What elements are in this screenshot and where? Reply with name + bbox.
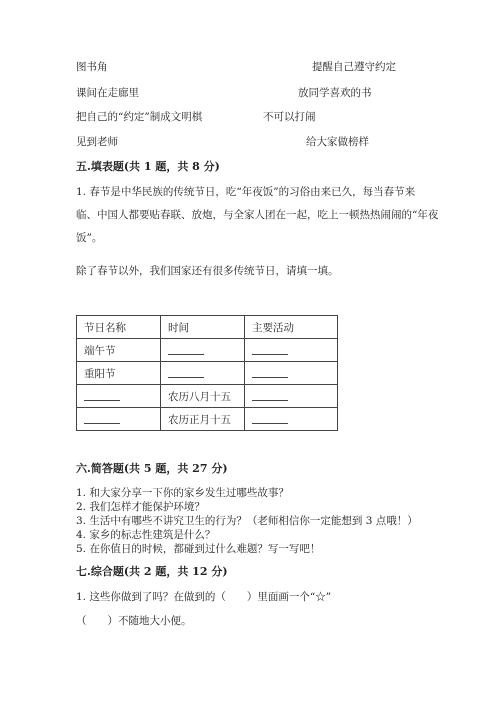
table-row bbox=[77, 408, 338, 431]
table-header-cell: 主要活动 bbox=[245, 316, 338, 339]
match-left-3: 把自己的“约定”制成文明棋 bbox=[76, 111, 203, 123]
section-5-q1-line1: 1. 春节是中华民族的传统节日，吃“年夜饭”的习俗由来已久，每当春节来 bbox=[76, 186, 416, 198]
fill-blank[interactable] bbox=[252, 346, 288, 355]
table-cell: 端午节 bbox=[77, 339, 161, 362]
fill-blank[interactable] bbox=[84, 392, 120, 401]
table-row bbox=[77, 385, 338, 408]
table-row bbox=[77, 339, 338, 362]
fill-blank[interactable] bbox=[252, 369, 288, 378]
section-6-question: 5. 在你值日的时候，都碰到过什么难题？写一写吧！ bbox=[76, 543, 321, 555]
section-6-question: 3. 生活中有哪些不讲究卫生的行为？（老师相信你一定能想到 3 点哦！） bbox=[76, 515, 418, 527]
table-header-cell: 节日名称 bbox=[77, 316, 161, 339]
section-7-q1: 1. 这些你做到了吗？在做到的（ ）里面画一个“☆” bbox=[76, 591, 332, 603]
table-cell bbox=[77, 385, 161, 408]
table-cell: 重阳节 bbox=[77, 362, 161, 385]
table-cell bbox=[245, 362, 338, 385]
section-5-heading: 五.填表题(共 1 题，共 8 分) bbox=[76, 160, 220, 173]
table-cell bbox=[161, 362, 245, 385]
fill-blank[interactable] bbox=[84, 415, 120, 424]
fill-blank[interactable] bbox=[252, 392, 288, 401]
table-cell bbox=[161, 339, 245, 362]
section-5-q1-line3: 饭”。 bbox=[76, 232, 103, 244]
match-right-1: 提醒自己遵守约定 bbox=[312, 61, 396, 73]
table-row bbox=[77, 362, 338, 385]
table-cell: 农历正月十五 bbox=[161, 408, 245, 431]
section-5-instruction: 除了春节以外，我们国家还有很多传统节日，请填一填。 bbox=[76, 265, 339, 277]
fill-blank[interactable] bbox=[168, 346, 204, 355]
match-left-4: 见到老师 bbox=[76, 136, 118, 148]
festival-table bbox=[76, 315, 338, 431]
match-left-1: 图书角 bbox=[76, 61, 108, 73]
section-6-question: 4. 家乡的标志性建筑是什么？ bbox=[76, 529, 216, 541]
section-6-heading: 六.简答题(共 5 题，共 27 分) bbox=[76, 462, 228, 475]
table-header-cell: 时间 bbox=[161, 316, 245, 339]
match-right-4: 给大家做榜样 bbox=[306, 136, 369, 148]
match-right-2: 放同学喜欢的书 bbox=[298, 87, 372, 99]
section-6-question: 2. 我们怎样才能保护环境？ bbox=[76, 501, 205, 513]
section-6-question: 1. 和大家分享一下你的家乡发生过哪些故事？ bbox=[76, 487, 289, 499]
section-7-heading: 七.综合题(共 2 题，共 12 分) bbox=[76, 565, 228, 578]
match-left-2: 课间在走廊里 bbox=[76, 87, 139, 99]
table-cell: 农历八月十五 bbox=[161, 385, 245, 408]
table-cell bbox=[77, 408, 161, 431]
fill-blank[interactable] bbox=[168, 369, 204, 378]
section-5-q1-line2: 临、中国人都要贴春联、放炮，与全家人团在一起，吃上一顿热热闹闹的“年夜 bbox=[76, 209, 439, 221]
table-cell bbox=[245, 408, 338, 431]
section-7-item: （ ）不随地大小便。 bbox=[76, 615, 192, 627]
fill-blank[interactable] bbox=[252, 415, 288, 424]
match-right-3: 不可以打闹 bbox=[263, 111, 316, 123]
table-header-row bbox=[77, 316, 338, 339]
table-cell bbox=[245, 339, 338, 362]
table-cell bbox=[245, 385, 338, 408]
